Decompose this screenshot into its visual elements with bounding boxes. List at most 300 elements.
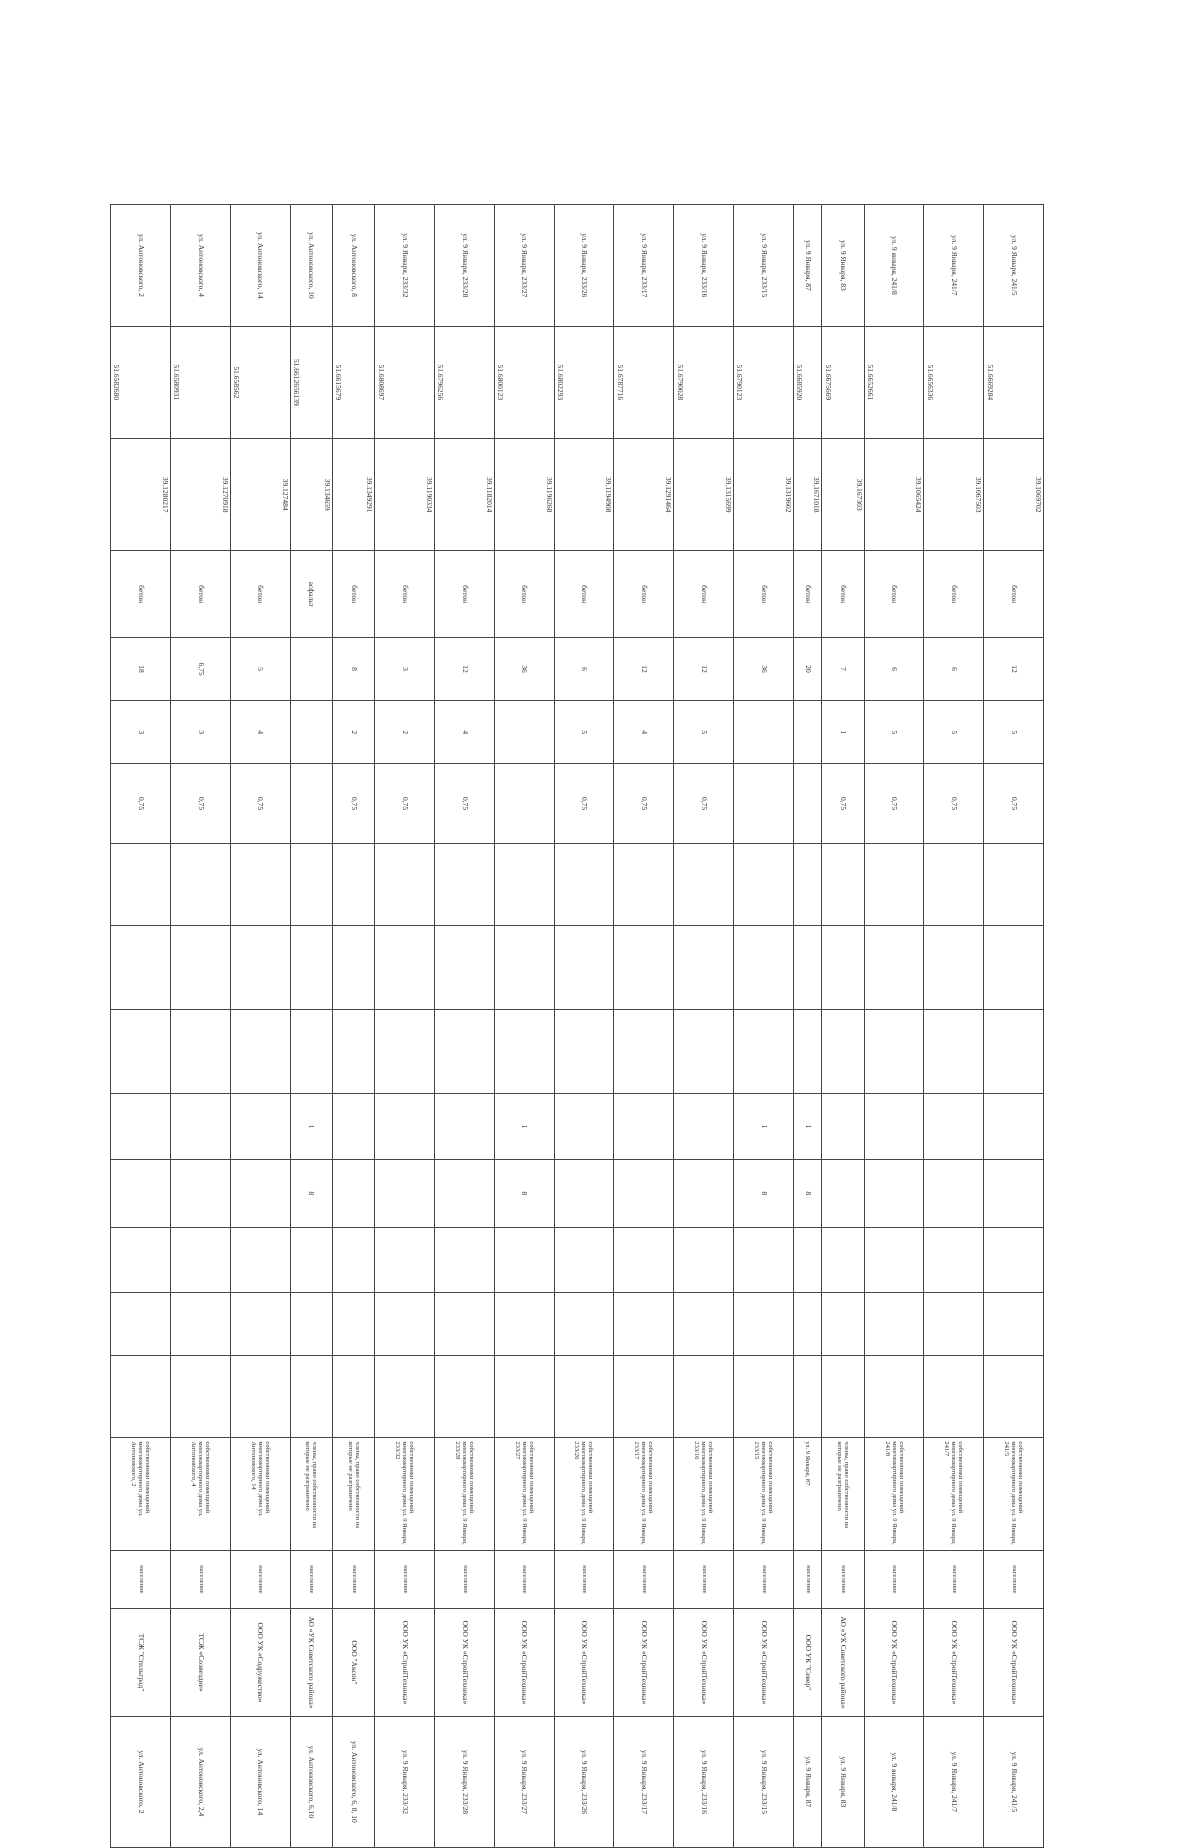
owner-info-cell: собственники помещений многоквартирного дома ул. 9 Января, 233/16 <box>674 1438 734 1550</box>
address-cell: ул. Антоновского, 8 <box>332 205 374 327</box>
table-row <box>290 205 332 1848</box>
bunker-volume-cell <box>230 1159 290 1227</box>
container-count-cell: 5 <box>864 701 924 764</box>
longitude-cell: 39.1315699 <box>674 439 734 551</box>
empty-cell <box>375 1293 435 1356</box>
empty-cell <box>332 1010 374 1094</box>
management-company-cell: ООО УК «СтройТехника» <box>434 1609 494 1717</box>
empty-cell <box>822 925 864 1009</box>
container-count-cell: 2 <box>332 701 374 764</box>
bunker-count-cell: 1 <box>494 1094 554 1160</box>
owner-info-cell: собственники помещений многоквартирного дома ул. 9 Января, 233/32 <box>375 1438 435 1550</box>
bunker-volume-cell <box>434 1159 494 1227</box>
latitude-cell: 51.6669284 <box>984 326 1044 438</box>
owner-type-cell: население <box>674 1550 734 1609</box>
surface-cell: бетон <box>434 551 494 638</box>
bunker-volume-cell <box>111 1159 171 1227</box>
served-site-cell: ул. 9 Января, 233/32 <box>375 1716 435 1847</box>
area-cell: 8 <box>332 637 374 700</box>
surface-cell: бетон <box>332 551 374 638</box>
empty-cell <box>494 843 554 925</box>
container-volume-cell <box>290 764 332 844</box>
management-company-cell: ООО УК «СтройТехника» <box>984 1609 1044 1717</box>
owner-type-cell: население <box>822 1550 864 1609</box>
surface-cell: бетон <box>554 551 614 638</box>
empty-cell <box>822 1010 864 1094</box>
owner-info-cell: члены, право собственности на которые не разграничено <box>290 1438 332 1550</box>
bunker-volume-cell <box>554 1159 614 1227</box>
bunker-count-cell <box>984 1094 1044 1160</box>
owner-info-cell: собственники помещений многоквартирного дома ул. 9 Января, 241/8 <box>864 1438 924 1550</box>
area-cell: 12 <box>614 637 674 700</box>
management-company-cell: ООО УК «СтройТехника» <box>554 1609 614 1717</box>
empty-cell <box>614 925 674 1009</box>
empty-cell <box>733 1010 793 1094</box>
empty-cell <box>674 1293 734 1356</box>
empty-cell <box>554 1356 614 1438</box>
latitude-cell: 51.6790028 <box>674 326 734 438</box>
served-site-cell: ул. 9 Января, 233/28 <box>434 1716 494 1847</box>
register-body <box>111 205 1044 1848</box>
management-company-cell: ТСЖ "Стильград" <box>111 1609 171 1717</box>
management-company-cell: ООО УК «Содружество» <box>230 1609 290 1717</box>
owner-info-cell: члены, право собственности на которые не разграничено <box>822 1438 864 1550</box>
empty-cell <box>230 1010 290 1094</box>
empty-cell <box>822 1227 864 1293</box>
surface-cell: бетон <box>793 551 822 638</box>
owner-type-cell: население <box>375 1550 435 1609</box>
owner-info-cell: собственники помещений многоквартирного дома ул. 9 Января, 241/5 <box>984 1438 1044 1550</box>
empty-cell <box>230 925 290 1009</box>
owner-type-cell: население <box>984 1550 1044 1609</box>
container-volume-cell: 0,75 <box>111 764 171 844</box>
empty-cell <box>924 1356 984 1438</box>
owner-type-cell: население <box>554 1550 614 1609</box>
address-cell: ул. 9 Января, 83 <box>822 205 864 327</box>
container-count-cell: 3 <box>111 701 171 764</box>
container-count-cell: 4 <box>230 701 290 764</box>
container-volume-cell: 0,75 <box>614 764 674 844</box>
bunker-volume-cell <box>614 1159 674 1227</box>
empty-cell <box>793 1227 822 1293</box>
empty-cell <box>375 1227 435 1293</box>
latitude-cell: 51.6675669 <box>822 326 864 438</box>
container-count-cell: 4 <box>434 701 494 764</box>
area-cell: 36 <box>733 637 793 700</box>
table-row <box>554 205 614 1848</box>
surface-cell: бетон <box>924 551 984 638</box>
empty-cell <box>434 925 494 1009</box>
empty-cell <box>111 1293 171 1356</box>
latitude-cell: 51.6790123 <box>733 326 793 438</box>
empty-cell <box>434 1227 494 1293</box>
latitude-cell: 51.6685920 <box>793 326 822 438</box>
bunker-count-cell: 1 <box>290 1094 332 1160</box>
owner-info-cell: собственники помещений многоквартирного дома ул. 9 Января, 233/28 <box>434 1438 494 1550</box>
container-sites-register-table <box>110 204 1044 1848</box>
address-cell: ул. 9 Января, 233/28 <box>434 205 494 327</box>
surface-cell: бетон <box>822 551 864 638</box>
empty-cell <box>674 1227 734 1293</box>
longitude-cell: 39.134659 <box>290 439 332 551</box>
longitude-cell: 39.1270918 <box>170 439 230 551</box>
longitude-cell: 39.1182014 <box>434 439 494 551</box>
owner-info-cell: собственники помещений многоквартирного дома ул. Антоновского, 4 <box>170 1438 230 1550</box>
bunker-count-cell <box>230 1094 290 1160</box>
bunker-volume-cell: 8 <box>290 1159 332 1227</box>
served-site-cell: ул. 9 Января, 241/5 <box>984 1716 1044 1847</box>
table-row <box>984 205 1044 1848</box>
empty-cell <box>864 1293 924 1356</box>
longitude-cell: 39.1065424 <box>864 439 924 551</box>
management-company-cell: ООО УК «СтройТехника» <box>924 1609 984 1717</box>
empty-cell <box>290 1293 332 1356</box>
latitude-cell: 51.6796256 <box>434 326 494 438</box>
address-cell: ул. 9 Января, 241/7 <box>924 205 984 327</box>
surface-cell: бетон <box>614 551 674 638</box>
container-volume-cell: 0,75 <box>332 764 374 844</box>
table-row <box>494 205 554 1848</box>
container-count-cell: 3 <box>170 701 230 764</box>
owner-info-cell: собственники помещений многоквартирного дома ул. 9 Января, 233/15 <box>733 1438 793 1550</box>
bunker-volume-cell <box>674 1159 734 1227</box>
empty-cell <box>170 1293 230 1356</box>
bunker-count-cell <box>822 1094 864 1160</box>
table-row <box>674 205 734 1848</box>
latitude-cell: 51.6808697 <box>375 326 435 438</box>
bunker-count-cell <box>614 1094 674 1160</box>
empty-cell <box>733 1293 793 1356</box>
table-row <box>614 205 674 1848</box>
served-site-cell: ул. Антоновского, 6, 8, 10 <box>332 1716 374 1847</box>
owner-type-cell: население <box>111 1550 171 1609</box>
empty-cell <box>864 1356 924 1438</box>
management-company-cell: ООО УК «СтройТехника» <box>864 1609 924 1717</box>
empty-cell <box>984 925 1044 1009</box>
owner-info-cell: ул. 9 Января, 87 <box>793 1438 822 1550</box>
empty-cell <box>375 1356 435 1438</box>
empty-cell <box>554 843 614 925</box>
area-cell: 6 <box>924 637 984 700</box>
served-site-cell: ул. Антоновского, 2 <box>111 1716 171 1847</box>
address-cell: ул. Антоновского, 10 <box>290 205 332 327</box>
empty-cell <box>434 843 494 925</box>
empty-cell <box>332 843 374 925</box>
container-count-cell: 5 <box>984 701 1044 764</box>
address-cell: ул. 9 Января, 233/27 <box>494 205 554 327</box>
container-volume-cell <box>733 764 793 844</box>
table-row <box>375 205 435 1848</box>
empty-cell <box>375 925 435 1009</box>
bunker-volume-cell: 8 <box>733 1159 793 1227</box>
longitude-cell: 39.1291464 <box>614 439 674 551</box>
container-volume-cell: 0,75 <box>822 764 864 844</box>
table-row <box>733 205 793 1848</box>
area-cell: 12 <box>984 637 1044 700</box>
latitude-cell: 51.6652661 <box>864 326 924 438</box>
empty-cell <box>614 1293 674 1356</box>
empty-cell <box>290 925 332 1009</box>
empty-cell <box>494 925 554 1009</box>
longitude-cell: 39.1069702 <box>984 439 1044 551</box>
empty-cell <box>494 1293 554 1356</box>
empty-cell <box>170 1356 230 1438</box>
container-volume-cell: 0,75 <box>434 764 494 844</box>
served-site-cell: ул. 9 Января, 87 <box>793 1716 822 1847</box>
table-row <box>924 205 984 1848</box>
address-cell: ул. 9 Января, 233/16 <box>674 205 734 327</box>
empty-cell <box>793 925 822 1009</box>
empty-cell <box>111 1356 171 1438</box>
bunker-count-cell <box>170 1094 230 1160</box>
area-cell: 6 <box>864 637 924 700</box>
address-cell: ул. 9 Января, 87 <box>793 205 822 327</box>
empty-cell <box>554 925 614 1009</box>
empty-cell <box>924 843 984 925</box>
latitude-cell: 51.6580931 <box>170 326 230 438</box>
empty-cell <box>554 1010 614 1094</box>
management-company-cell: ООО УК «СтройТехника» <box>674 1609 734 1717</box>
container-count-cell: 4 <box>614 701 674 764</box>
container-volume-cell: 0,75 <box>924 764 984 844</box>
management-company-cell: ООО УК «СтройТехника» <box>375 1609 435 1717</box>
longitude-cell: 39.1349291 <box>332 439 374 551</box>
table-row <box>332 205 374 1848</box>
empty-cell <box>924 925 984 1009</box>
longitude-cell: 39.127484 <box>230 439 290 551</box>
bunker-count-cell <box>554 1094 614 1160</box>
empty-cell <box>111 1010 171 1094</box>
latitude-cell: 51.658562 <box>230 326 290 438</box>
area-cell: 18 <box>111 637 171 700</box>
empty-cell <box>984 1293 1044 1356</box>
surface-cell: бетон <box>984 551 1044 638</box>
empty-cell <box>614 843 674 925</box>
served-site-cell: ул. Антоновского, 6,10 <box>290 1716 332 1847</box>
empty-cell <box>984 1010 1044 1094</box>
longitude-cell: 39.1671018 <box>793 439 822 551</box>
owner-info-cell: собственники помещений многоквартирного дома ул. 9 Января, 233/26 <box>554 1438 614 1550</box>
empty-cell <box>111 843 171 925</box>
management-company-cell: ООО "Аксон" <box>332 1609 374 1717</box>
empty-cell <box>554 1227 614 1293</box>
owner-info-cell: собственники помещений многоквартирного дома ул. Антоновского, 14 <box>230 1438 290 1550</box>
latitude-cell: 51.6800123 <box>494 326 554 438</box>
empty-cell <box>170 1227 230 1293</box>
owner-info-cell: собственники помещений многоквартирного дома ул. 9 Января, 241/7 <box>924 1438 984 1550</box>
empty-cell <box>614 1356 674 1438</box>
empty-cell <box>864 925 924 1009</box>
empty-cell <box>554 1293 614 1356</box>
address-cell: ул. 9 Января, 233/17 <box>614 205 674 327</box>
empty-cell <box>230 1356 290 1438</box>
container-volume-cell: 0,75 <box>984 764 1044 844</box>
bunker-count-cell <box>375 1094 435 1160</box>
empty-cell <box>984 1356 1044 1438</box>
empty-cell <box>793 843 822 925</box>
longitude-cell: 39.167303 <box>822 439 864 551</box>
empty-cell <box>332 925 374 1009</box>
table-row <box>793 205 822 1848</box>
surface-cell: бетон <box>733 551 793 638</box>
empty-cell <box>733 925 793 1009</box>
empty-cell <box>290 1356 332 1438</box>
address-cell: ул. 9 января, 241/8 <box>864 205 924 327</box>
surface-cell: бетон <box>864 551 924 638</box>
latitude-cell: 51.6582680 <box>111 326 171 438</box>
empty-cell <box>332 1227 374 1293</box>
container-count-cell <box>733 701 793 764</box>
empty-cell <box>733 843 793 925</box>
container-volume-cell: 0,75 <box>674 764 734 844</box>
empty-cell <box>170 1010 230 1094</box>
owner-type-cell: население <box>332 1550 374 1609</box>
empty-cell <box>332 1356 374 1438</box>
surface-cell: бетон <box>375 551 435 638</box>
management-company-cell: АО «УК Советского района» <box>290 1609 332 1717</box>
bunker-volume-cell: 8 <box>494 1159 554 1227</box>
empty-cell <box>822 1356 864 1438</box>
container-count-cell <box>290 701 332 764</box>
empty-cell <box>290 1010 332 1094</box>
owner-type-cell: население <box>793 1550 822 1609</box>
container-count-cell: 5 <box>674 701 734 764</box>
owner-info-cell: собственники помещений многоквартирного дома ул. Антоновского, 2 <box>111 1438 171 1550</box>
served-site-cell: ул. Антоновского, 2,4 <box>170 1716 230 1847</box>
bunker-count-cell <box>434 1094 494 1160</box>
empty-cell <box>494 1356 554 1438</box>
empty-cell <box>793 1356 822 1438</box>
address-cell: ул. 9 Января, 233/32 <box>375 205 435 327</box>
empty-cell <box>674 1356 734 1438</box>
management-company-cell: АО «УК Советского района» <box>822 1609 864 1717</box>
empty-cell <box>170 925 230 1009</box>
owner-type-cell: население <box>614 1550 674 1609</box>
address-cell: ул. 9 Января, 233/26 <box>554 205 614 327</box>
served-site-cell: ул. 9 января, 241/8 <box>864 1716 924 1847</box>
bunker-volume-cell <box>375 1159 435 1227</box>
address-cell: ул. Антоновского, 14 <box>230 205 290 327</box>
served-site-cell: ул. Антоновского, 14 <box>230 1716 290 1847</box>
longitude-cell: 39.1194908 <box>554 439 614 551</box>
owner-type-cell: население <box>864 1550 924 1609</box>
empty-cell <box>434 1010 494 1094</box>
empty-cell <box>434 1293 494 1356</box>
container-count-cell <box>494 701 554 764</box>
bunker-count-cell <box>674 1094 734 1160</box>
management-company-cell: ООО УК «СтройТехника» <box>494 1609 554 1717</box>
empty-cell <box>674 925 734 1009</box>
bunker-count-cell: 1 <box>733 1094 793 1160</box>
owner-type-cell: население <box>230 1550 290 1609</box>
rotated-register-sheet <box>110 204 1044 1848</box>
table-row <box>822 205 864 1848</box>
management-company-cell: ТСЖ «Созвездие» <box>170 1609 230 1717</box>
owner-type-cell: население <box>434 1550 494 1609</box>
owner-type-cell: население <box>290 1550 332 1609</box>
empty-cell <box>290 843 332 925</box>
container-count-cell: 5 <box>554 701 614 764</box>
latitude-cell: 51.6612656139 <box>290 326 332 438</box>
container-volume-cell: 0,75 <box>375 764 435 844</box>
address-cell: ул. Антоновского, 2 <box>111 205 171 327</box>
bunker-count-cell <box>332 1094 374 1160</box>
served-site-cell: ул. 9 Января, 241/7 <box>924 1716 984 1847</box>
owner-type-cell: население <box>733 1550 793 1609</box>
empty-cell <box>230 1293 290 1356</box>
area-cell: 36 <box>494 637 554 700</box>
container-count-cell <box>793 701 822 764</box>
owner-type-cell: население <box>924 1550 984 1609</box>
area-cell: 6,75 <box>170 637 230 700</box>
latitude-cell: 51.6802293 <box>554 326 614 438</box>
container-count-cell: 2 <box>375 701 435 764</box>
address-cell: ул. 9 Января, 233/15 <box>733 205 793 327</box>
container-count-cell: 5 <box>924 701 984 764</box>
surface-cell: асфальт <box>290 551 332 638</box>
container-count-cell: 1 <box>822 701 864 764</box>
container-volume-cell: 0,75 <box>554 764 614 844</box>
owner-type-cell: население <box>170 1550 230 1609</box>
empty-cell <box>494 1227 554 1293</box>
surface-cell: бетон <box>170 551 230 638</box>
empty-cell <box>332 1293 374 1356</box>
latitude-cell: 51.6615679 <box>332 326 374 438</box>
bunker-volume-cell <box>170 1159 230 1227</box>
area-cell: 20 <box>793 637 822 700</box>
empty-cell <box>822 843 864 925</box>
empty-cell <box>170 843 230 925</box>
empty-cell <box>290 1227 332 1293</box>
container-volume-cell <box>793 764 822 844</box>
served-site-cell: ул. 9 Января, 233/27 <box>494 1716 554 1847</box>
management-company-cell: ООО УК «СтройТехника» <box>733 1609 793 1717</box>
empty-cell <box>230 1227 290 1293</box>
bunker-volume-cell <box>332 1159 374 1227</box>
empty-cell <box>494 1010 554 1094</box>
empty-cell <box>924 1010 984 1094</box>
served-site-cell: ул. 9 Января, 233/17 <box>614 1716 674 1847</box>
empty-cell <box>864 1227 924 1293</box>
area-cell: 7 <box>822 637 864 700</box>
owner-info-cell: собственники помещений многоквартирного дома ул. 9 Января, 233/17 <box>614 1438 674 1550</box>
surface-cell: бетон <box>494 551 554 638</box>
management-company-cell: ООО УК "Север" <box>793 1609 822 1717</box>
empty-cell <box>434 1356 494 1438</box>
bunker-volume-cell <box>822 1159 864 1227</box>
address-cell: ул. Антоновского, 4 <box>170 205 230 327</box>
area-cell: 12 <box>434 637 494 700</box>
served-site-cell: ул. 9 Января, 233/26 <box>554 1716 614 1847</box>
empty-cell <box>733 1227 793 1293</box>
empty-cell <box>984 1227 1044 1293</box>
empty-cell <box>924 1227 984 1293</box>
empty-cell <box>674 843 734 925</box>
bunker-volume-cell: 8 <box>793 1159 822 1227</box>
owner-info-cell: собственники помещений многоквартирного дома ул. 9 Января, 233/27 <box>494 1438 554 1550</box>
owner-info-cell: члены, право собственности на которые не разграничено <box>332 1438 374 1550</box>
served-site-cell: ул. 9 Января, 83 <box>822 1716 864 1847</box>
empty-cell <box>111 925 171 1009</box>
owner-type-cell: население <box>494 1550 554 1609</box>
area-cell: 3 <box>375 637 435 700</box>
empty-cell <box>984 843 1044 925</box>
table-row <box>434 205 494 1848</box>
bunker-count-cell <box>924 1094 984 1160</box>
longitude-cell: 39.1280217 <box>111 439 171 551</box>
table-row <box>170 205 230 1848</box>
empty-cell <box>822 1293 864 1356</box>
